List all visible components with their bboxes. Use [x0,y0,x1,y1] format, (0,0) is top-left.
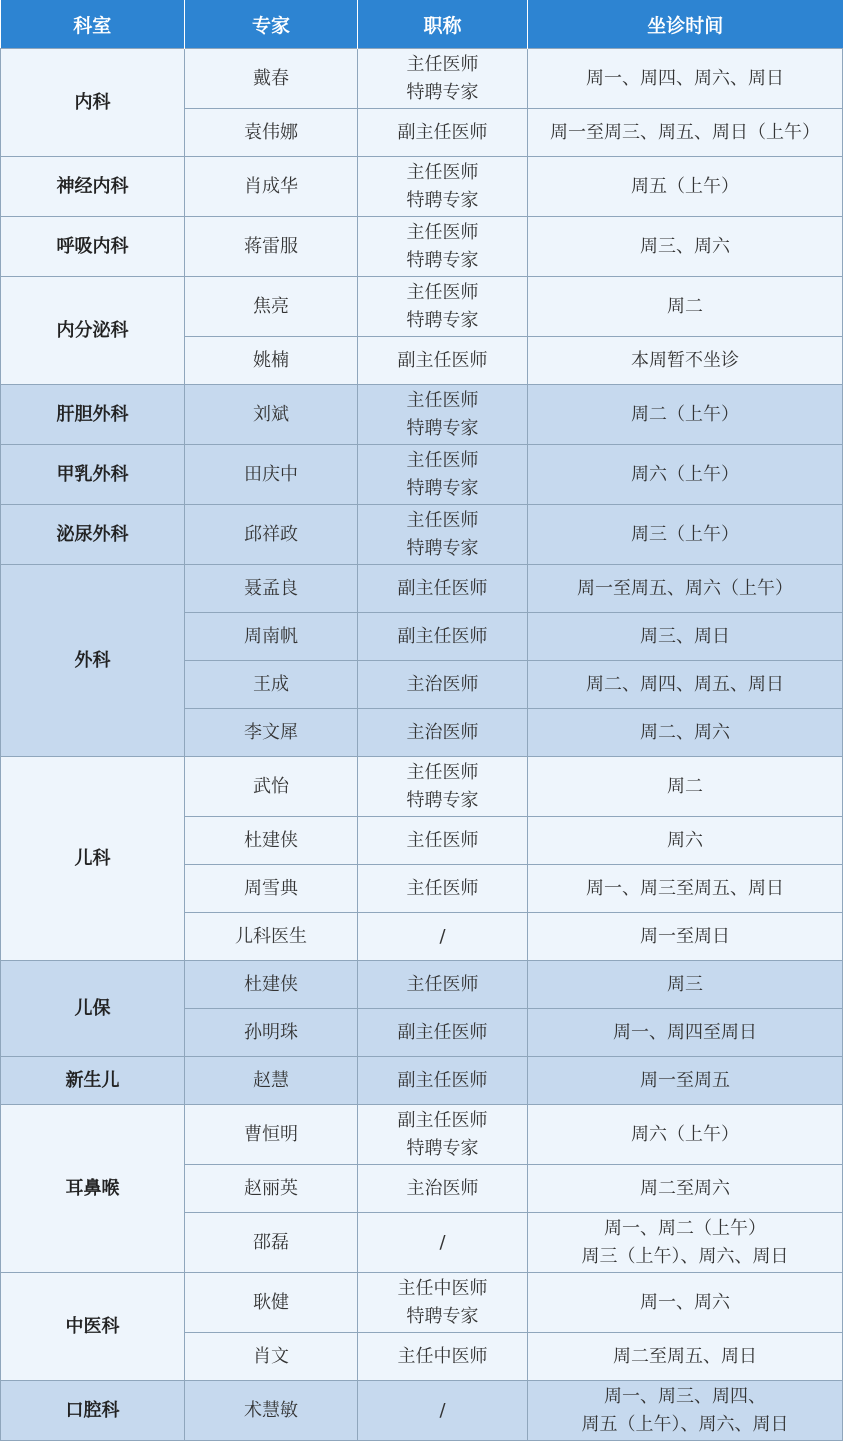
title-line: 副主任医师 [397,1069,488,1091]
time-cell [528,157,843,217]
title-line: 特聘专家 [406,1137,479,1159]
table-row [1,1105,843,1165]
title-cell [358,817,528,865]
time-line: 周一、周三至周五、周日 [586,877,784,899]
title-cell [358,385,528,445]
title-line: 主任医师 [406,761,479,783]
time-cell [528,1165,843,1213]
time-cell [528,109,843,157]
title-cell [358,1213,528,1273]
title-cell [358,961,528,1009]
expert-cell: 袁伟娜 [185,109,358,157]
header-expert: 专家 [185,0,358,49]
title-cell [358,445,528,505]
time-cell [528,1105,843,1165]
title-line: 特聘专家 [406,537,479,559]
time-line: 周一至周五 [640,1069,730,1091]
time-line: 周二、周四、周五、周日 [586,673,784,695]
table-row [1,1381,843,1441]
time-cell [528,865,843,913]
title-cell [358,217,528,277]
time-cell [528,337,843,385]
time-line: 周二 [667,775,703,797]
time-line: 周三、周日 [640,625,730,647]
expert-cell: 蒋雷服 [185,217,358,277]
dept-cell: 呼吸内科 [1,217,185,277]
dept-cell: 甲乳外科 [1,445,185,505]
title-cell [358,1333,528,1381]
expert-cell: 焦亮 [185,277,358,337]
time-cell [528,217,843,277]
time-line: 周一、周四至周日 [613,1021,757,1043]
time-cell [528,709,843,757]
dept-cell: 口腔科 [1,1381,185,1441]
title-cell [358,1273,528,1333]
title-cell [358,1009,528,1057]
expert-cell: 曹恒明 [185,1105,358,1165]
time-cell [528,1009,843,1057]
time-line: 周三（上午）、周六、周日 [581,1245,789,1267]
expert-cell: 周南帆 [185,613,358,661]
table-row [1,1273,843,1333]
title-cell [358,913,528,961]
time-line: 周一至周三、周五、周日（上午） [550,121,820,143]
time-line: 周三、周六 [640,235,730,257]
title-line: 主任中医师 [397,1277,488,1299]
time-cell [528,961,843,1009]
title-cell [358,709,528,757]
title-line: 主任医师 [406,161,479,183]
time-cell [528,505,843,565]
dept-cell: 外科 [1,565,185,757]
title-cell [358,109,528,157]
expert-cell: 赵慧 [185,1057,358,1105]
time-line: 周一、周四、周六、周日 [586,67,784,89]
time-line: 周三 [667,973,703,995]
expert-cell: 儿科医生 [185,913,358,961]
title-line: 特聘专家 [406,249,479,271]
time-cell [528,1333,843,1381]
expert-cell: 肖成华 [185,157,358,217]
expert-cell: 邱祥政 [185,505,358,565]
title-line: / [439,1399,446,1421]
time-line: 周一、周三、周四、 [604,1385,766,1407]
title-line: 主任医师 [406,389,479,411]
title-line: 主任医师 [406,449,479,471]
schedule-body [1,49,843,1441]
time-cell [528,565,843,613]
time-cell [528,1381,843,1441]
time-line: 周五（上午） [631,175,739,197]
time-cell [528,385,843,445]
time-cell [528,445,843,505]
expert-cell: 李文犀 [185,709,358,757]
header-dept: 科室 [1,0,185,49]
time-cell [528,1213,843,1273]
time-line: 周二至周五、周日 [613,1345,757,1367]
expert-cell: 邵磊 [185,1213,358,1273]
time-line: 周六（上午） [631,1123,739,1145]
dept-cell: 中医科 [1,1273,185,1381]
title-line: 主任医师 [406,281,479,303]
table-row [1,49,843,109]
table-row [1,277,843,337]
title-line: 特聘专家 [406,81,479,103]
time-line: 本周暂不坐诊 [631,349,739,371]
expert-cell: 刘斌 [185,385,358,445]
dept-cell: 内科 [1,49,185,157]
time-line: 周三（上午） [631,523,739,545]
table-row [1,1057,843,1105]
title-line: 主任医师 [406,221,479,243]
expert-cell: 赵丽英 [185,1165,358,1213]
title-line: 副主任医师 [397,577,488,599]
title-cell [358,337,528,385]
expert-cell: 杜建侠 [185,961,358,1009]
time-line: 周六 [667,829,703,851]
table-row [1,157,843,217]
title-line: 特聘专家 [406,477,479,499]
title-cell [358,613,528,661]
time-cell [528,1057,843,1105]
title-cell [358,49,528,109]
expert-cell: 聂孟良 [185,565,358,613]
header-title: 职称 [358,0,528,49]
time-cell [528,277,843,337]
time-cell [528,817,843,865]
title-line: 副主任医师 [397,625,488,647]
time-line: 周二 [667,295,703,317]
time-line: 周二（上午） [631,403,739,425]
expert-cell: 耿健 [185,1273,358,1333]
title-cell [358,661,528,709]
title-line: 主治医师 [406,721,479,743]
table-row [1,565,843,613]
expert-cell: 术慧敏 [185,1381,358,1441]
title-line: 副主任医师 [397,1109,488,1131]
time-cell [528,1273,843,1333]
title-line: 主任中医师 [397,1345,488,1367]
dept-cell: 神经内科 [1,157,185,217]
dept-cell: 新生儿 [1,1057,185,1105]
expert-cell: 孙明珠 [185,1009,358,1057]
dept-cell: 儿保 [1,961,185,1057]
title-line: 特聘专家 [406,417,479,439]
title-cell [358,1381,528,1441]
expert-cell: 周雪典 [185,865,358,913]
table-row [1,445,843,505]
time-cell [528,757,843,817]
title-cell [358,565,528,613]
time-cell [528,661,843,709]
title-line: 主任医师 [406,973,479,995]
dept-cell: 肝胆外科 [1,385,185,445]
time-line: 周一至周五、周六（上午） [577,577,793,599]
expert-cell: 肖文 [185,1333,358,1381]
table-row [1,217,843,277]
time-cell [528,913,843,961]
table-row [1,385,843,445]
title-cell [358,1165,528,1213]
title-cell [358,1105,528,1165]
title-cell [358,865,528,913]
header-time: 坐诊时间 [528,0,843,49]
title-line: 副主任医师 [397,349,488,371]
dept-cell: 内分泌科 [1,277,185,385]
title-line: 主任医师 [406,829,479,851]
title-line: 主任医师 [406,509,479,531]
table-row [1,961,843,1009]
title-line: 特聘专家 [406,189,479,211]
title-line: 特聘专家 [406,1305,479,1327]
time-cell [528,49,843,109]
dept-cell: 儿科 [1,757,185,961]
table-row [1,505,843,565]
title-line: 特聘专家 [406,309,479,331]
time-line: 周一至周日 [640,925,730,947]
table-row [1,757,843,817]
title-line: 特聘专家 [406,789,479,811]
time-line: 周一、周二（上午） [604,1217,766,1239]
time-line: 周二、周六 [640,721,730,743]
title-line: 副主任医师 [397,121,488,143]
header-row [1,0,843,49]
title-line: 主治医师 [406,1177,479,1199]
title-line: / [439,1231,446,1253]
title-cell [358,757,528,817]
expert-cell: 戴春 [185,49,358,109]
title-line: / [439,925,446,947]
expert-cell: 田庆中 [185,445,358,505]
title-cell [358,277,528,337]
title-line: 副主任医师 [397,1021,488,1043]
title-cell [358,505,528,565]
dept-cell: 泌尿外科 [1,505,185,565]
expert-cell: 杜建侠 [185,817,358,865]
expert-cell: 王成 [185,661,358,709]
dept-cell: 耳鼻喉 [1,1105,185,1273]
title-line: 主任医师 [406,53,479,75]
expert-cell: 武怡 [185,757,358,817]
title-line: 主任医师 [406,877,479,899]
time-line: 周二至周六 [640,1177,730,1199]
time-line: 周一、周六 [640,1291,730,1313]
time-line: 周五（上午）、周六、周日 [581,1413,789,1435]
expert-cell: 姚楠 [185,337,358,385]
time-line: 周六（上午） [631,463,739,485]
title-cell [358,157,528,217]
title-line: 主治医师 [406,673,479,695]
time-cell [528,613,843,661]
title-cell [358,1057,528,1105]
